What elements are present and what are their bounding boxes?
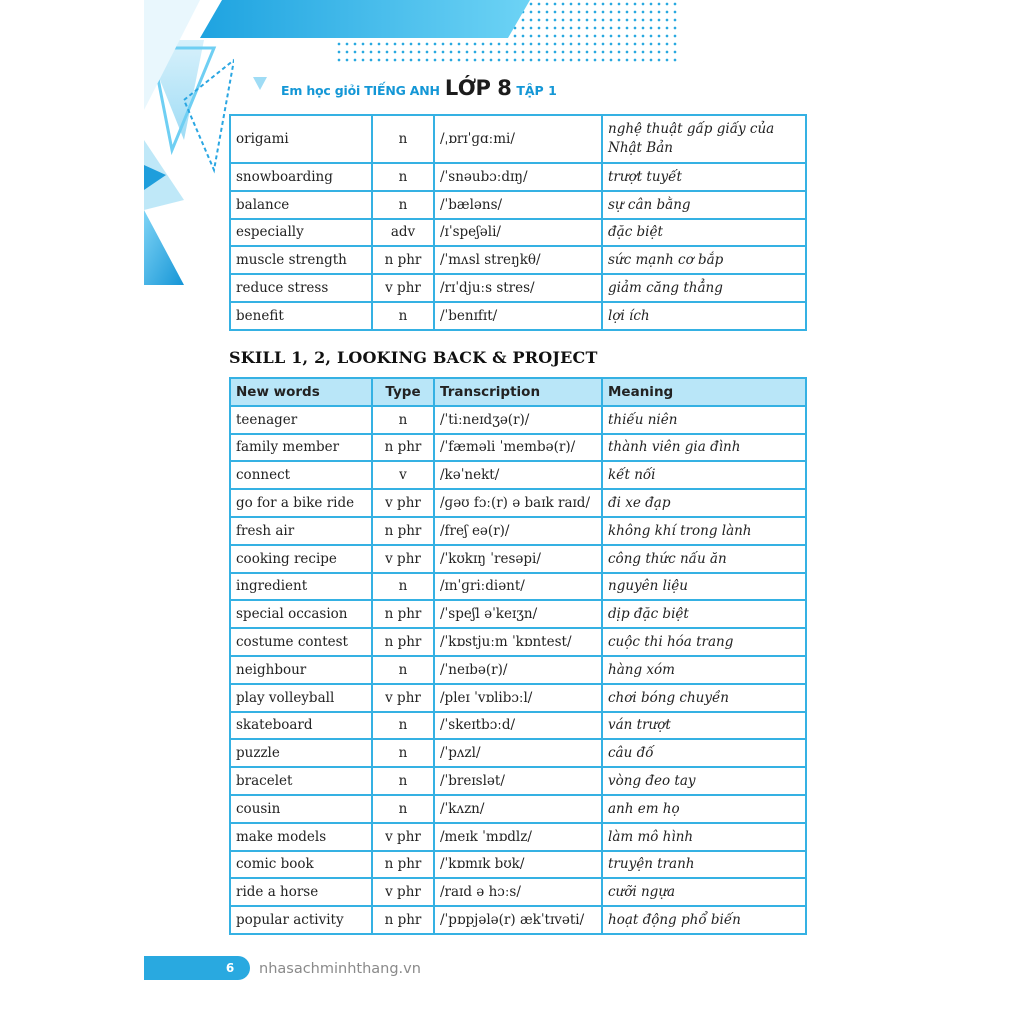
table-row — [230, 767, 806, 795]
word-cell: benefit — [230, 302, 372, 330]
type-cell: n — [372, 115, 434, 163]
header-band-decoration — [200, 0, 530, 38]
word-cell: snowboarding — [230, 163, 372, 191]
meaning-cell: sức mạnh cơ bắp — [602, 246, 806, 274]
table-row — [230, 656, 806, 684]
transcription-cell: /ɪˈspeʃəli/ — [434, 219, 602, 247]
transcription-cell: /ˈkʊkɪŋ ˈresəpi/ — [434, 545, 602, 573]
type-cell: v phr — [372, 878, 434, 906]
meaning-cell: làm mô hình — [602, 823, 806, 851]
word-cell: skateboard — [230, 712, 372, 740]
vocabulary-table-continued — [229, 114, 807, 331]
table-row — [230, 489, 806, 517]
word-cell: comic book — [230, 851, 372, 879]
word-cell: special occasion — [230, 600, 372, 628]
transcription-cell: /ˈkʌzn/ — [434, 795, 602, 823]
type-cell: n — [372, 406, 434, 434]
geometric-triangle-decoration — [144, 0, 234, 290]
type-cell: n phr — [372, 906, 434, 934]
table-row — [230, 115, 806, 163]
transcription-cell: /kəˈnekt/ — [434, 461, 602, 489]
transcription-cell: /ˈneɪbə(r)/ — [434, 656, 602, 684]
header-new-words: New words — [230, 378, 372, 406]
meaning-cell: kết nối — [602, 461, 806, 489]
word-cell: cousin — [230, 795, 372, 823]
transcription-cell: /meɪk ˈmɒdlz/ — [434, 823, 602, 851]
table-row — [230, 545, 806, 573]
meaning-cell: không khí trong lành — [602, 517, 806, 545]
word-cell: popular activity — [230, 906, 372, 934]
meaning-cell: ván trượt — [602, 712, 806, 740]
transcription-cell: /rɪˈdjuːs stres/ — [434, 274, 602, 302]
meaning-cell: chơi bóng chuyền — [602, 684, 806, 712]
meaning-cell: nghệ thuật gấp giấy của Nhật Bản — [602, 115, 806, 163]
transcription-cell: /ˈfæməli ˈmembə(r)/ — [434, 434, 602, 462]
word-cell: family member — [230, 434, 372, 462]
table-row — [230, 600, 806, 628]
type-cell: v phr — [372, 274, 434, 302]
meaning-cell: cuộc thi hóa trang — [602, 628, 806, 656]
transcription-cell: /ˈspeʃl əˈkeɪʒn/ — [434, 600, 602, 628]
table-row — [230, 246, 806, 274]
table-row — [230, 878, 806, 906]
type-cell: n phr — [372, 434, 434, 462]
type-cell: n — [372, 656, 434, 684]
meaning-cell: thành viên gia đình — [602, 434, 806, 462]
transcription-cell: /ˈpʌzl/ — [434, 739, 602, 767]
table-row — [230, 628, 806, 656]
meaning-cell: trượt tuyết — [602, 163, 806, 191]
type-cell: v phr — [372, 823, 434, 851]
meaning-cell: đặc biệt — [602, 219, 806, 247]
word-cell: origami — [230, 115, 372, 163]
table-row — [230, 274, 806, 302]
type-cell: n — [372, 191, 434, 219]
page-number: 6 — [225, 961, 235, 975]
word-cell: neighbour — [230, 656, 372, 684]
type-cell: n — [372, 302, 434, 330]
meaning-cell: dịp đặc biệt — [602, 600, 806, 628]
transcription-cell: /freʃ eə(r)/ — [434, 517, 602, 545]
word-cell: fresh air — [230, 517, 372, 545]
type-cell: n — [372, 739, 434, 767]
word-cell: ride a horse — [230, 878, 372, 906]
type-cell: n — [372, 795, 434, 823]
vocabulary-table-skills — [229, 377, 807, 935]
table-row — [230, 712, 806, 740]
table-row — [230, 517, 806, 545]
table-row — [230, 302, 806, 330]
table-row — [230, 795, 806, 823]
meaning-cell: nguyên liệu — [602, 573, 806, 601]
table-row — [230, 163, 806, 191]
meaning-cell: cưỡi ngựa — [602, 878, 806, 906]
transcription-cell: /pleɪ ˈvɒlibɔːl/ — [434, 684, 602, 712]
word-cell: teenager — [230, 406, 372, 434]
header-triangle-icon — [253, 77, 267, 90]
grade-label: LỚP 8 — [444, 76, 512, 100]
word-cell: play volleyball — [230, 684, 372, 712]
meaning-cell: câu đố — [602, 739, 806, 767]
word-cell: muscle strength — [230, 246, 372, 274]
word-cell: cooking recipe — [230, 545, 372, 573]
meaning-cell: vòng đeo tay — [602, 767, 806, 795]
word-cell: connect — [230, 461, 372, 489]
table-row — [230, 406, 806, 434]
transcription-cell: /raɪd ə hɔːs/ — [434, 878, 602, 906]
table-row — [230, 191, 806, 219]
type-cell: v phr — [372, 545, 434, 573]
transcription-cell: /ˈtiːneɪdʒə(r)/ — [434, 406, 602, 434]
transcription-cell: /ˈkɒmɪk bʊk/ — [434, 851, 602, 879]
word-cell: bracelet — [230, 767, 372, 795]
meaning-cell: công thức nấu ăn — [602, 545, 806, 573]
header-transcription: Transcription — [434, 378, 602, 406]
table-row — [230, 219, 806, 247]
type-cell: n — [372, 163, 434, 191]
transcription-cell: /ˌɒrɪˈɡɑːmi/ — [434, 115, 602, 163]
transcription-cell: /ˈsnəubɔːdɪŋ/ — [434, 163, 602, 191]
table-row — [230, 573, 806, 601]
table-row — [230, 906, 806, 934]
type-cell: n — [372, 767, 434, 795]
meaning-cell: anh em họ — [602, 795, 806, 823]
volume-label: TẬP 1 — [516, 83, 557, 98]
word-cell: especially — [230, 219, 372, 247]
transcription-cell: /ˈkɒstjuːm ˈkɒntest/ — [434, 628, 602, 656]
transcription-cell: /ˈbreɪslət/ — [434, 767, 602, 795]
word-cell: go for a bike ride — [230, 489, 372, 517]
type-cell: adv — [372, 219, 434, 247]
word-cell: balance — [230, 191, 372, 219]
word-cell: costume contest — [230, 628, 372, 656]
transcription-cell: /ˈpɒpjələ(r) ækˈtɪvəti/ — [434, 906, 602, 934]
meaning-cell: thiếu niên — [602, 406, 806, 434]
type-cell: n phr — [372, 600, 434, 628]
table-row — [230, 461, 806, 489]
website-link: nhasachminhthang.vn — [259, 961, 421, 977]
header-meaning: Meaning — [602, 378, 806, 406]
header-type: Type — [372, 378, 434, 406]
meaning-cell: sự cân bằng — [602, 191, 806, 219]
table-row — [230, 851, 806, 879]
type-cell: v — [372, 461, 434, 489]
type-cell: n phr — [372, 628, 434, 656]
transcription-cell: /ˈbæləns/ — [434, 191, 602, 219]
type-cell: n — [372, 712, 434, 740]
type-cell: n phr — [372, 851, 434, 879]
type-cell: v phr — [372, 489, 434, 517]
meaning-cell: đi xe đạp — [602, 489, 806, 517]
table-row — [230, 684, 806, 712]
series-title: Em học giỏi TIẾNG ANH — [281, 83, 440, 98]
meaning-cell: hoạt động phổ biến — [602, 906, 806, 934]
word-cell: reduce stress — [230, 274, 372, 302]
book-header — [281, 76, 557, 100]
meaning-cell: giảm căng thẳng — [602, 274, 806, 302]
table-row — [230, 823, 806, 851]
table-header-row — [230, 378, 806, 406]
section-title: SKILL 1, 2, LOOKING BACK & PROJECT — [229, 348, 598, 367]
type-cell: n — [372, 573, 434, 601]
transcription-cell: /ˈskeɪtbɔːd/ — [434, 712, 602, 740]
type-cell: v phr — [372, 684, 434, 712]
transcription-cell: /ɡəʊ fɔː(r) ə baɪk raɪd/ — [434, 489, 602, 517]
table-row — [230, 739, 806, 767]
word-cell: puzzle — [230, 739, 372, 767]
transcription-cell: /ɪnˈɡriːdiənt/ — [434, 573, 602, 601]
type-cell: n phr — [372, 517, 434, 545]
meaning-cell: lợi ích — [602, 302, 806, 330]
meaning-cell: truyện tranh — [602, 851, 806, 879]
word-cell: make models — [230, 823, 372, 851]
type-cell: n phr — [372, 246, 434, 274]
meaning-cell: hàng xóm — [602, 656, 806, 684]
word-cell: ingredient — [230, 573, 372, 601]
transcription-cell: /ˈmʌsl streŋkθ/ — [434, 246, 602, 274]
transcription-cell: /ˈbenɪfɪt/ — [434, 302, 602, 330]
table-row — [230, 434, 806, 462]
